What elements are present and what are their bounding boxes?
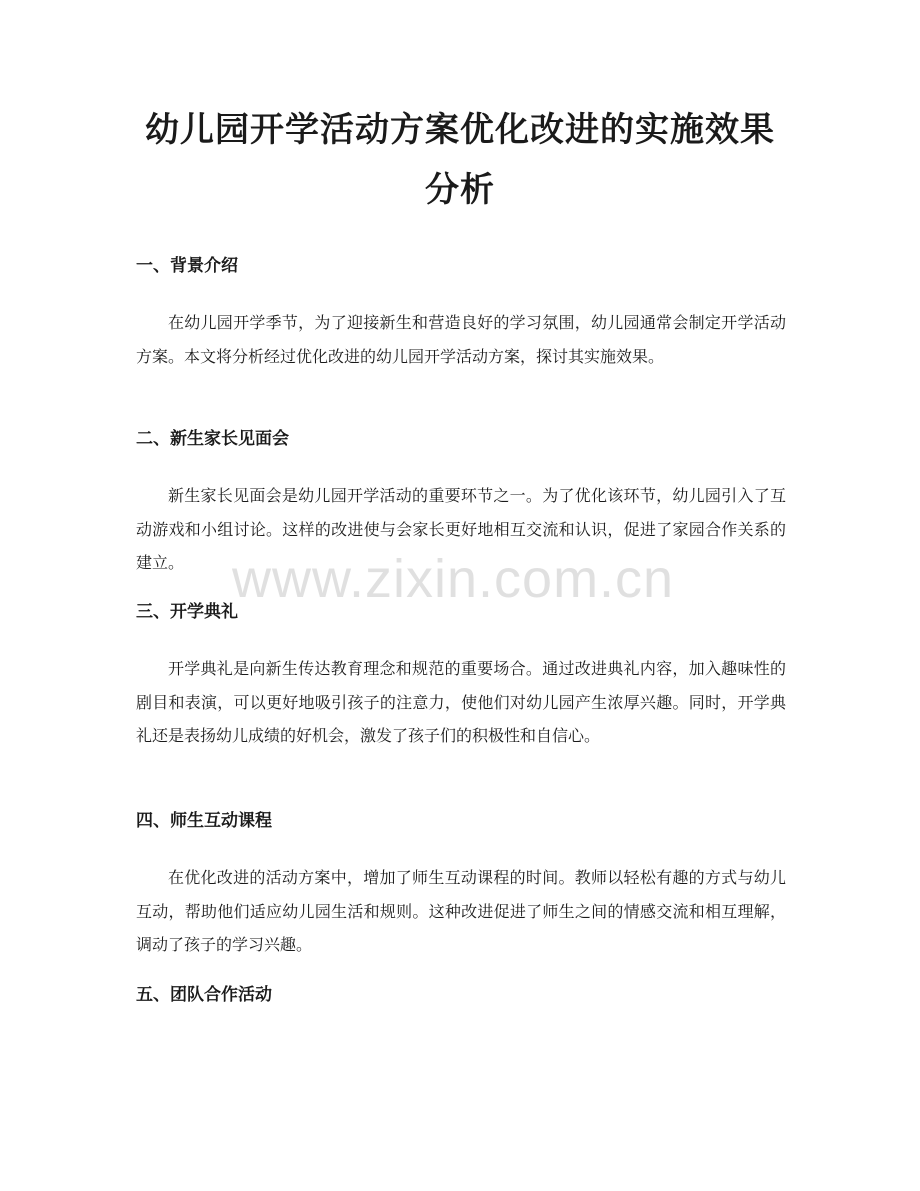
section-heading: 五、团队合作活动	[136, 985, 272, 1005]
section-opening-ceremony	[136, 600, 786, 753]
section-parent-meeting	[136, 427, 786, 580]
section-heading: 一、背景介绍	[136, 256, 238, 276]
document-title: 幼儿园开学活动方案优化改进的实施效果分析	[145, 110, 775, 210]
section-background	[136, 254, 786, 373]
section-paragraph: 开学典礼是向新生传达教育理念和规范的重要场合。通过改进典礼内容，加入趣味性的剧目和表演，可以更好地吸引孩子的注意力，使他们对幼儿园产生浓厚兴趣。同时，开学典礼还是表扬幼儿成绩的好机会，激发了孩子们的积极性和自信心。	[136, 659, 786, 745]
section-teacher-student-course	[136, 809, 786, 962]
section-heading: 二、新生家长见面会	[136, 429, 289, 449]
section-paragraph: 新生家长见面会是幼儿园开学活动的重要环节之一。为了优化该环节，幼儿园引入了互动游戏和小组讨论。这样的改进使与会家长更好地相互交流和认识，促进了家园合作关系的建立。	[136, 486, 786, 572]
section-heading: 四、师生互动课程	[136, 811, 272, 831]
section-heading: 三、开学典礼	[136, 602, 238, 622]
section-paragraph: 在幼儿园开学季节，为了迎接新生和营造良好的学习氛围，幼儿园通常会制定开学活动方案。本文将分析经过优化改进的幼儿园开学活动方案，探讨其实施效果。	[136, 313, 786, 366]
section-paragraph: 在优化改进的活动方案中，增加了师生互动课程的时间。教师以轻松有趣的方式与幼儿互动，帮助他们适应幼儿园生活和规则。这种改进促进了师生之间的情感交流和相互理解，调动了孩子的学习兴趣。	[136, 868, 786, 954]
section-teamwork	[136, 983, 786, 1007]
watermark-text: www.zixin.com.cn	[232, 549, 675, 609]
